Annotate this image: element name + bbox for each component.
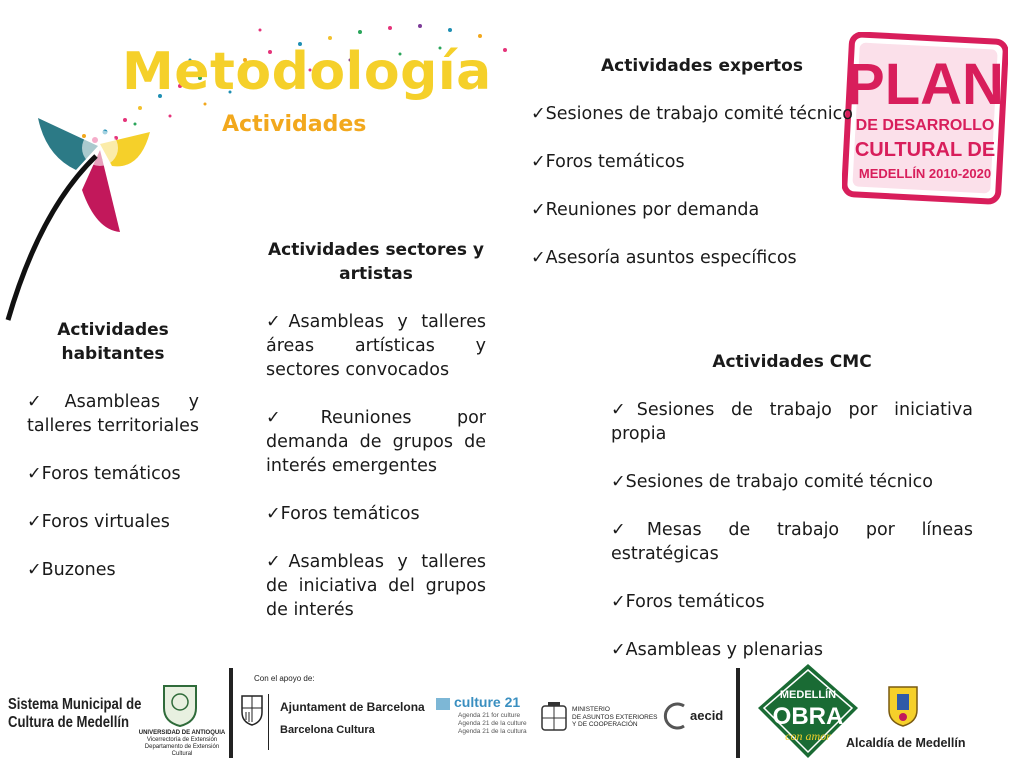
activity-list bbox=[531, 102, 853, 270]
medellin-coat-of-arms-icon bbox=[886, 684, 920, 728]
udea-text: UNIVERSIDAD DE ANTIOQUIA Vicerrectoría de Extensión Departamento de Extensión Cultural bbox=[138, 730, 226, 757]
check-icon: ✓ bbox=[531, 248, 546, 268]
list-item: ✓Reuniones por demanda de grupos de interés emergentes bbox=[266, 408, 486, 476]
check-icon: ✓ bbox=[27, 392, 65, 412]
list-item: ✓Asambleas y talleres territoriales bbox=[27, 392, 200, 436]
column-habitantes bbox=[27, 318, 199, 582]
page-subtitle: Actividades bbox=[222, 112, 367, 137]
check-icon: ✓ bbox=[27, 464, 42, 484]
activity-list bbox=[27, 390, 199, 582]
list-item: ✓Asambleas y talleres de iniciativa del grupos de interés bbox=[266, 552, 486, 620]
ajuntament-label: Ajuntament de Barcelona bbox=[280, 700, 425, 714]
column-heading: Actividades CMC bbox=[712, 352, 872, 372]
column-heading: Actividades habitantes bbox=[57, 320, 169, 364]
culture21-icon bbox=[436, 698, 450, 710]
column-sectores bbox=[266, 238, 486, 622]
check-icon: ✓ bbox=[27, 560, 42, 580]
plan-logo-line2: DE DESARROLLO bbox=[855, 117, 995, 134]
activity-list bbox=[266, 310, 486, 622]
column-cmc bbox=[611, 350, 973, 662]
list-item: ✓Sesiones de trabajo por iniciativa propia bbox=[611, 400, 973, 444]
list-item: ✓Asambleas y talleres áreas artísticas y sectores convocados bbox=[266, 312, 486, 380]
culture21-label: culture 21 bbox=[454, 694, 521, 710]
aecid-logo-icon bbox=[660, 700, 688, 732]
list-item: ✓Foros temáticos bbox=[27, 464, 181, 484]
apoyo-label: Con el apoyo de: bbox=[254, 674, 315, 683]
column-expertos bbox=[531, 54, 853, 270]
stem bbox=[8, 156, 96, 320]
footer-separator bbox=[229, 668, 233, 758]
plan-desarrollo-logo bbox=[842, 32, 1008, 206]
check-icon: ✓ bbox=[531, 200, 546, 220]
check-icon: ✓ bbox=[531, 104, 546, 124]
list-item: ✓Sesiones de trabajo comité técnico bbox=[611, 472, 933, 492]
aecid-label: aecid bbox=[690, 708, 724, 723]
check-icon: ✓ bbox=[611, 400, 637, 420]
barcelona-crest-icon bbox=[240, 692, 264, 726]
check-icon: ✓ bbox=[611, 520, 647, 540]
column-heading: Actividades sectores y artistas bbox=[267, 240, 485, 284]
svg-text:MEDELLÍN: MEDELLÍN bbox=[779, 689, 837, 701]
ministerio-text: MINISTERIO DE ASUNTOS EXTERIORES Y DE COOPERACIÓN bbox=[572, 706, 658, 728]
medellin-obra-con-amor-logo bbox=[756, 662, 860, 760]
alcaldia-label: Alcaldía de Medellín bbox=[846, 736, 966, 750]
plan-logo-line1: PLAN bbox=[846, 52, 1004, 117]
check-icon: ✓ bbox=[27, 512, 42, 532]
list-item: ✓Sesiones de trabajo comité técnico bbox=[531, 104, 853, 124]
check-icon: ✓ bbox=[266, 408, 321, 428]
check-icon: ✓ bbox=[611, 592, 626, 612]
plan-logo-line4: MEDELLÍN 2010-2020 bbox=[858, 166, 992, 181]
spain-coat-of-arms-icon bbox=[540, 700, 568, 734]
list-item: ✓Reuniones por demanda bbox=[531, 200, 760, 220]
check-icon: ✓ bbox=[266, 552, 289, 572]
barcelona-divider bbox=[268, 694, 269, 750]
footer-separator bbox=[736, 668, 740, 758]
check-icon: ✓ bbox=[531, 152, 546, 172]
list-item: ✓Foros temáticos bbox=[611, 592, 765, 612]
svg-text:con amor: con amor bbox=[785, 729, 831, 743]
list-item: ✓Mesas de trabajo por líneas estratégicas bbox=[611, 520, 973, 564]
check-icon: ✓ bbox=[611, 472, 626, 492]
udea-shield-icon bbox=[160, 682, 200, 728]
activity-list bbox=[611, 398, 973, 662]
list-item: ✓Asesoría asuntos específicos bbox=[531, 248, 797, 268]
list-item: ✓Foros temáticos bbox=[531, 152, 685, 172]
list-item: ✓Buzones bbox=[27, 560, 116, 580]
page-title: Metodología bbox=[122, 42, 492, 102]
svg-text:OBRA: OBRA bbox=[772, 703, 844, 730]
list-item: ✓Foros temáticos bbox=[266, 504, 420, 524]
sistema-municipal-logo: Sistema Municipal de Cultura de Medellín bbox=[8, 696, 142, 731]
column-heading: Actividades expertos bbox=[601, 56, 803, 76]
agenda21-text: Agenda 21 for culture Agenda 21 de la culture Agenda 21 de la cultura bbox=[458, 712, 527, 735]
check-icon: ✓ bbox=[266, 312, 289, 332]
list-item: ✓Foros virtuales bbox=[27, 512, 170, 532]
check-icon: ✓ bbox=[611, 640, 626, 660]
check-icon: ✓ bbox=[266, 504, 281, 524]
footer-logo-strip bbox=[0, 660, 1024, 768]
barcelona-cultura-label: Barcelona Cultura bbox=[280, 724, 375, 736]
list-item: ✓Asambleas y plenarias bbox=[611, 640, 824, 660]
plan-logo-line3: CULTURAL DE bbox=[854, 139, 996, 161]
